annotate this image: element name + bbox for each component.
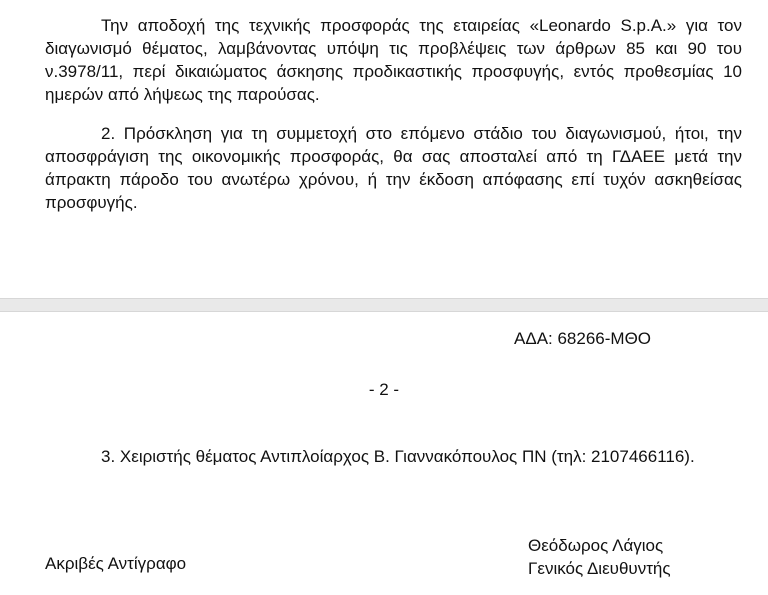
paragraph-case-handler: 3. Χειριστής θέματος Αντιπλοίαρχος Β. Γιαννακόπουλος ΠΝ (τηλ: 2107466116). [101, 447, 695, 466]
page-separator [0, 298, 768, 312]
signer-name: Θεόδωρος Λάγιος [528, 536, 664, 555]
certified-copy-label: Ακριβές Αντίγραφο [45, 554, 187, 573]
page-number: - 2 - [368, 380, 400, 399]
paragraph-technical-offer-acceptance: Την αποδοχή της τεχνικής προσφοράς της εταιρείας «Leonardo S.p.A.» για τον διαγωνισμό θέματος, λαμβάνοντας υπόψη τις προβλέψεις των άρθρων 85 και 90 του ν.3978/11, περί δικαιώματος άσκησης προδικαστικής προσφυγής, εντός προθεσμίας 10 ημερών από λήψεως της παρούσας. [45, 16, 742, 104]
paragraph-invitation-next-stage: 2. Πρόσκληση για τη συμμετοχή στο επόμενο στάδιο του διαγωνισμού, ήτοι, την αποσφράγιση της οικονομικής προσφοράς, θα σας αποσταλεί από τη ΓΔΑΕΕ μετά την άπρακτη πάροδο του ανωτέρω χρόνου, ή την έκδοση απόφασης επί τυχόν ασκηθείσας προσφυγής. [45, 124, 742, 212]
signer-title: Γενικός Διευθυντής [528, 559, 671, 578]
ada-code: ΑΔΑ: 68266-ΜΘΟ [514, 329, 652, 348]
signature-block [528, 534, 671, 580]
